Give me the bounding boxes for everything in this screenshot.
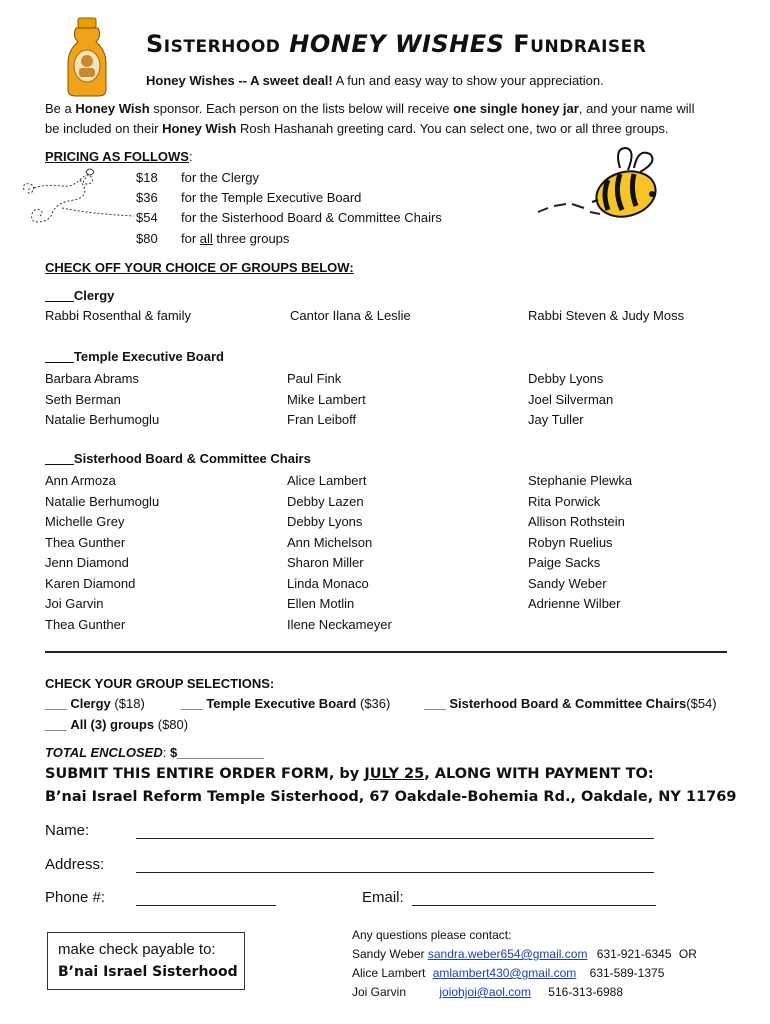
contact-or: OR xyxy=(678,947,697,961)
exec-member: Mike Lambert xyxy=(287,391,366,407)
price-80: $80 xyxy=(136,231,158,246)
check-payable-line-1: make check payable to: xyxy=(58,941,216,958)
sisterhood-member: Karen Diamond xyxy=(45,575,136,591)
price-80-desc-all: all xyxy=(199,231,213,246)
intro-bold: Honey Wish xyxy=(162,121,237,136)
contact-row xyxy=(352,985,623,999)
pricing-colon: : xyxy=(188,149,193,164)
sisterhood-member: Paige Sacks xyxy=(528,555,601,570)
exec-member: Natalie Berhumoglu xyxy=(45,412,160,427)
sisterhood-member: Debby Lyons xyxy=(287,514,363,529)
exec-member: Debby Lyons xyxy=(528,371,604,386)
price-80-desc-post: three groups xyxy=(212,231,290,246)
sisterhood-member: Natalie Berhumoglu xyxy=(45,493,160,509)
intro-text: Rosh Hashanah greeting card. You can select one, two or all three groups. xyxy=(236,121,669,136)
sisterhood-member: Adrienne Wilber xyxy=(528,596,621,611)
name-label: Name: xyxy=(45,822,90,839)
contact-phone: 631-921-6345 xyxy=(596,947,672,961)
price-80-desc xyxy=(181,231,289,246)
price-54: $54 xyxy=(136,210,158,225)
exec-member: Fran Leiboff xyxy=(287,412,357,427)
submit-text: SUBMIT THIS ENTIRE ORDER FORM, by xyxy=(45,766,365,782)
select-exec[interactable] xyxy=(181,696,390,711)
exec-member: Jay Tuller xyxy=(528,412,584,427)
contact-email-link[interactable]: sandra.weber654@gmail.com xyxy=(427,947,588,961)
contact-email-link[interactable]: amlambert430@gmail.com xyxy=(432,966,577,980)
submit-line-1 xyxy=(45,766,654,782)
pricing-heading xyxy=(45,149,193,164)
select-exec-label: Temple Executive Board xyxy=(206,696,357,711)
sisterhood-member: Allison Rothstein xyxy=(528,514,625,529)
clergy-member: Cantor Ilana & Leslie xyxy=(290,308,411,323)
sisterhood-member: Rita Porwick xyxy=(528,493,601,509)
exec-member: Barbara Abrams xyxy=(45,371,139,386)
sisterhood-member: Ann Michelson xyxy=(287,534,373,550)
intro-text: Be a xyxy=(45,101,76,116)
title-suffix: Fundraiser xyxy=(513,30,647,58)
intro-bold: Honey Wish xyxy=(75,101,150,116)
submit-text: , ALONG WITH PAYMENT TO: xyxy=(424,766,654,782)
sisterhood-member: Ann Armoza xyxy=(45,473,116,488)
intro-line-2 xyxy=(45,121,669,136)
sisterhood-member: Linda Monaco xyxy=(287,575,369,591)
exec-col-2 xyxy=(287,369,366,431)
price-36: $36 xyxy=(136,190,158,205)
contact-row xyxy=(352,966,664,980)
exec-member: Paul Fink xyxy=(287,371,342,386)
tagline xyxy=(146,73,604,88)
total-value-field[interactable]: $____________ xyxy=(169,745,264,760)
sisterhood-member: Alice Lambert xyxy=(287,473,367,488)
clergy-checkoff[interactable] xyxy=(45,288,114,303)
sisterhood-member: Joi Garvin xyxy=(45,596,104,611)
select-sis-blank[interactable]: ___ xyxy=(424,696,446,711)
sisterhood-member: Stephanie Plewka xyxy=(528,473,633,488)
title-mid: HONEY WISHES xyxy=(289,30,505,58)
select-sis-label: Sisterhood Board & Committee Chairs xyxy=(449,696,687,711)
email-label: Email: xyxy=(362,889,404,906)
address-field[interactable] xyxy=(136,872,654,873)
intro-text: , and your name will xyxy=(578,101,695,116)
sisterhood-member: Sandy Weber xyxy=(528,575,607,591)
price-18: $18 xyxy=(136,170,158,185)
exec-board-checkoff[interactable] xyxy=(45,349,224,364)
sisterhood-col-2 xyxy=(287,471,392,635)
sisterhood-member: Robyn Ruelius xyxy=(528,534,613,550)
sisterhood-member: Michelle Grey xyxy=(45,514,125,529)
select-sis-price: ($54) xyxy=(686,696,717,711)
submit-line-2: B’nai Israel Reform Temple Sisterhood, 67 Oakdale-Bohemia Rd., Oakdale, NY 11769 xyxy=(45,789,737,805)
select-sisterhood[interactable] xyxy=(424,696,717,711)
select-exec-price: ($36) xyxy=(360,696,391,711)
exec-col-3 xyxy=(528,369,613,431)
sisterhood-member: Sharon Miller xyxy=(287,555,364,570)
contact-name: Joi Garvin xyxy=(352,985,407,999)
clergy-blank[interactable]: ____ xyxy=(45,288,74,303)
sisterhood-col-3 xyxy=(528,471,632,615)
contact-phone: 516-313-6988 xyxy=(548,985,624,999)
contact-row xyxy=(352,947,697,961)
pricing-heading-text: PRICING AS FOLLOWS xyxy=(45,149,189,164)
bee-trail-doodle xyxy=(20,166,135,228)
sisterhood-label: Sisterhood Board & Committee Chairs xyxy=(73,451,311,466)
select-clergy-blank[interactable]: ___ xyxy=(45,696,67,711)
submit-date: JULY 25 xyxy=(364,766,425,782)
select-all-label: All (3) groups xyxy=(70,717,155,732)
exec-blank[interactable]: ____ xyxy=(45,349,74,364)
intro-line-1 xyxy=(45,101,694,116)
exec-label: Temple Executive Board xyxy=(73,349,224,364)
bee-illustration xyxy=(530,146,670,246)
clergy-label: Clergy xyxy=(73,288,115,303)
select-clergy-price: ($18) xyxy=(114,696,145,711)
select-all-blank[interactable]: ___ xyxy=(45,717,67,732)
sisterhood-member: Jenn Diamond xyxy=(45,555,129,570)
phone-label: Phone #: xyxy=(45,889,106,906)
price-36-desc: for the Temple Executive Board xyxy=(181,190,362,205)
select-exec-blank[interactable]: ___ xyxy=(181,696,203,711)
intro-bold: one single honey jar xyxy=(453,101,579,116)
contact-email-link[interactable]: joiohjoi@aol.com xyxy=(439,985,531,999)
tagline-rest: A fun and easy way to show your appreciation. xyxy=(332,73,604,88)
select-all-price: ($80) xyxy=(157,717,189,732)
price-18-desc: for the Clergy xyxy=(181,170,260,185)
email-field[interactable] xyxy=(412,905,656,906)
phone-field[interactable] xyxy=(136,905,276,906)
contacts-heading: Any questions please contact: xyxy=(352,928,512,942)
select-clergy[interactable] xyxy=(45,696,145,711)
name-field[interactable] xyxy=(136,838,654,839)
address-label: Address: xyxy=(45,856,105,873)
sisterhood-blank[interactable]: ____ xyxy=(45,451,74,466)
sisterhood-member: Ellen Motlin xyxy=(287,596,355,611)
contact-name: Sandy Weber xyxy=(352,947,425,961)
exec-member: Seth Berman xyxy=(45,391,121,407)
exec-member: Joel Silverman xyxy=(528,391,614,407)
sisterhood-member: Thea Gunther xyxy=(45,616,126,632)
total-label: TOTAL ENCLOSED xyxy=(45,745,163,760)
sisterhood-member: Ilene Neckameyer xyxy=(287,616,392,632)
groups-heading: CHECK OFF YOUR CHOICE OF GROUPS BELOW: xyxy=(45,260,354,275)
tagline-bold: Honey Wishes -- A sweet deal! xyxy=(146,73,333,88)
intro-text: be included on their xyxy=(45,121,163,136)
price-54-desc: for the Sisterhood Board & Committee Chairs xyxy=(181,210,442,225)
sisterhood-member: Thea Gunther xyxy=(45,534,126,550)
section-divider xyxy=(45,651,727,653)
clergy-member: Rabbi Rosenthal & family xyxy=(45,308,191,323)
honey-jar-logo xyxy=(62,16,112,98)
sisterhood-checkoff[interactable] xyxy=(45,451,311,466)
intro-text: sponsor. Each person on the lists below will receive xyxy=(149,101,454,116)
check-payable-box xyxy=(47,932,245,990)
selections-heading: CHECK YOUR GROUP SELECTIONS: xyxy=(45,676,275,691)
contact-phone: 631-589-1375 xyxy=(589,966,665,980)
check-payable-line-2: B’nai Israel Sisterhood xyxy=(58,964,238,980)
title-prefix: Sisterhood xyxy=(146,30,281,58)
page-title xyxy=(146,30,646,58)
clergy-member: Rabbi Steven & Judy Moss xyxy=(528,308,685,323)
select-clergy-label: Clergy xyxy=(70,696,111,711)
select-all[interactable] xyxy=(45,717,188,732)
price-80-desc-pre: for xyxy=(181,231,200,246)
sisterhood-member: Debby Lazen xyxy=(287,493,364,509)
contact-name: Alice Lambert xyxy=(352,966,426,980)
total-enclosed[interactable] xyxy=(45,745,264,760)
total-colon: : xyxy=(162,745,170,760)
sisterhood-col-1 xyxy=(45,471,159,635)
exec-col-1 xyxy=(45,369,159,431)
